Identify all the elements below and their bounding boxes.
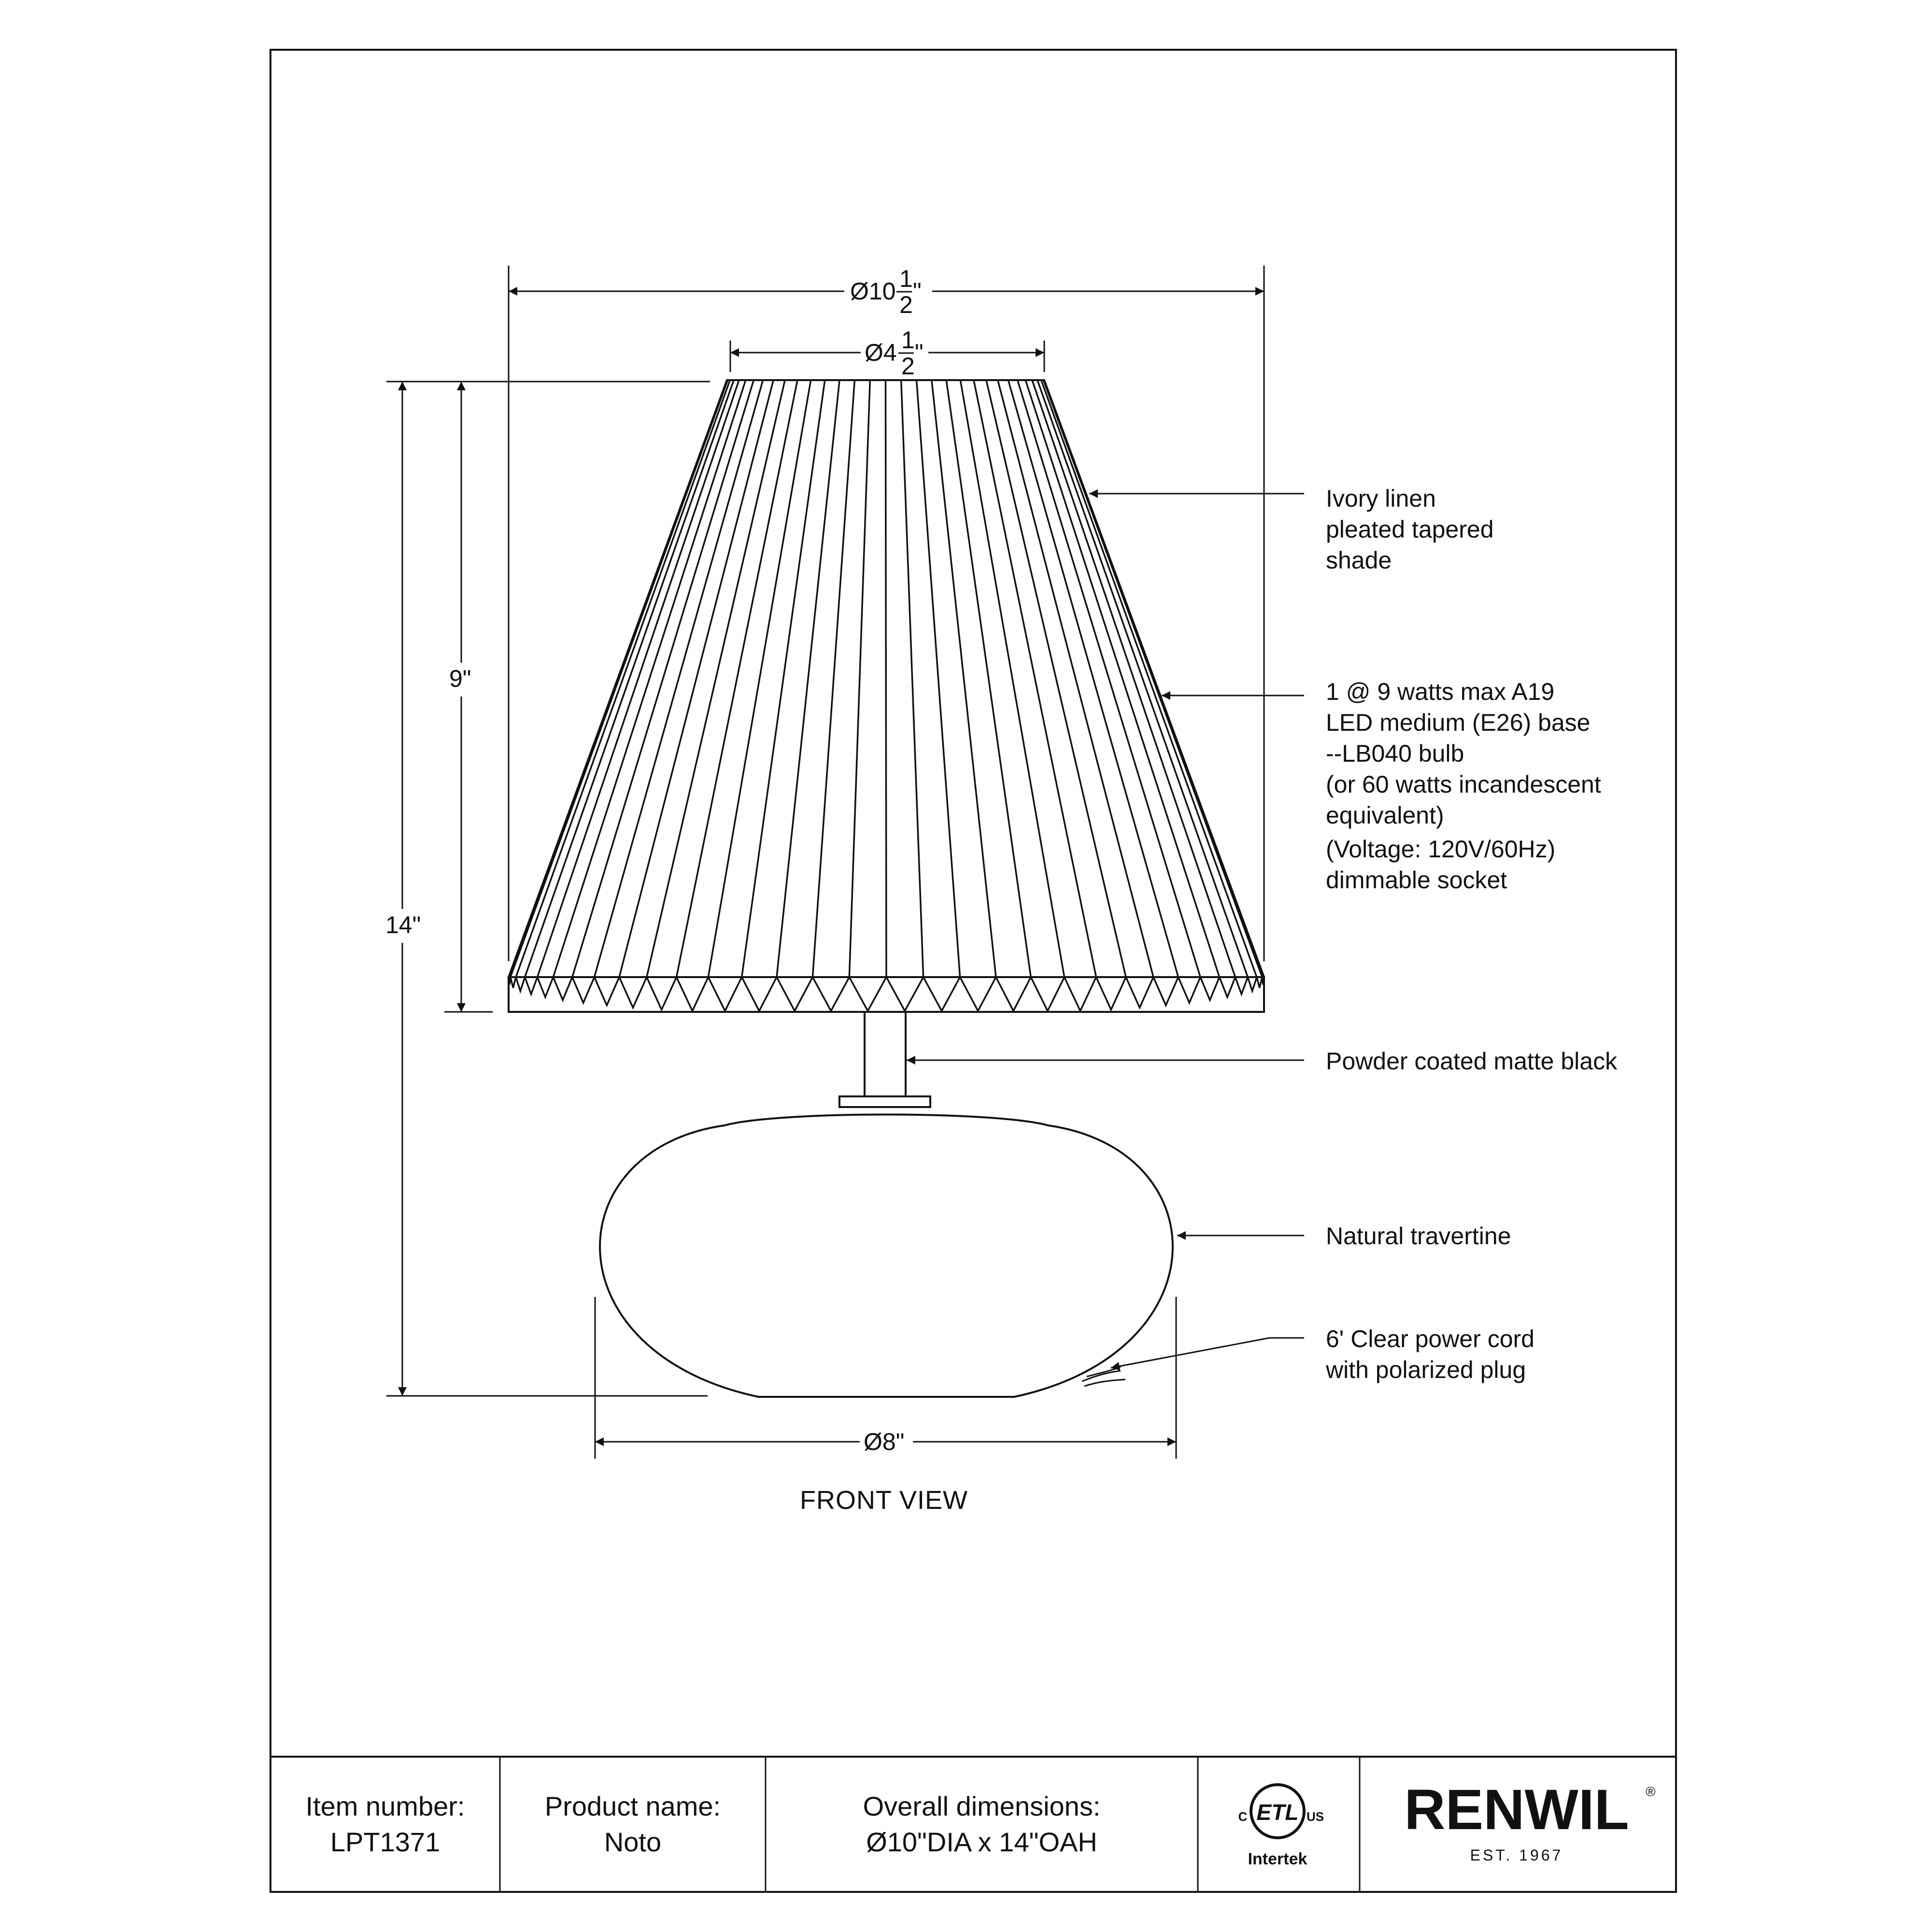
note-bulb-line: (Voltage: 120V/60Hz)	[1326, 836, 1556, 863]
brand-established: EST. 1967	[1470, 1847, 1563, 1864]
shade-pleat-line	[777, 380, 839, 977]
note-bulb-line: --LB040 bulb	[1326, 740, 1464, 767]
intertek-label: Intertek	[1248, 1850, 1307, 1868]
note-shade	[1326, 483, 1494, 576]
note-shade-line: Ivory linen	[1326, 485, 1436, 512]
etl-us-mark: US	[1306, 1809, 1324, 1824]
extension-lines	[386, 266, 1264, 1459]
brand-name: RENWIL	[1404, 1778, 1629, 1842]
note-shade-line: shade	[1326, 547, 1392, 574]
note-cord-line: with polarized plug	[1326, 1356, 1526, 1383]
view-label: FRONT VIEW	[799, 1486, 968, 1515]
note-cord-line: 6' Clear power cord	[1326, 1325, 1534, 1352]
renwil-logo	[1360, 1757, 1674, 1892]
shade-pleat-line	[619, 380, 773, 977]
dim-overall-height: 14"	[385, 911, 421, 938]
note-stem-line: Powder coated matte black	[1326, 1048, 1618, 1075]
overall-dimensions-cell	[766, 1757, 1198, 1892]
note-base-line: Natural travertine	[1326, 1222, 1511, 1250]
etl-mark: ETL	[1256, 1800, 1299, 1825]
shade-pleat-line	[516, 380, 730, 977]
shade-pleat-line	[946, 380, 1031, 977]
dim-shade-height: 9"	[449, 665, 471, 692]
lamp-base	[600, 1115, 1173, 1397]
dim-shade-bottom-num: 1	[899, 265, 913, 292]
dim-shade-top-prefix: Ø4	[865, 339, 897, 366]
shade-pleat-line	[708, 380, 810, 977]
item-number-cell	[270, 1757, 500, 1892]
dim-shade-top-den: 2	[901, 353, 915, 380]
lamp-shade	[509, 380, 1264, 1012]
note-bulb-line: (or 60 watts incandescent	[1326, 771, 1601, 798]
dim-shade-top-suffix: "	[915, 339, 923, 366]
shade-pleat-line	[1032, 380, 1235, 977]
product-name-cell	[500, 1757, 766, 1892]
note-bulb-line: equivalent)	[1326, 802, 1444, 829]
sheet-border	[270, 50, 1676, 1892]
note-shade-line: pleated tapered	[1326, 516, 1494, 543]
shade-pleat-line	[986, 380, 1126, 977]
shade-pleat-line	[1018, 380, 1201, 977]
product-name-value: Noto	[604, 1827, 662, 1857]
shade-pleat-line	[886, 380, 887, 977]
note-bulb-line: 1 @ 9 watts max A19	[1326, 678, 1555, 705]
dim-shade-bottom-den: 2	[899, 291, 913, 318]
note-bulb-line: LED medium (E26) base	[1326, 709, 1591, 736]
dim-shade-bottom-suffix: "	[913, 278, 922, 305]
shade-pleat-line	[1025, 380, 1219, 977]
dim-shade-bottom-prefix: Ø10	[850, 278, 896, 305]
note-stem	[1326, 1046, 1617, 1077]
brand-registered-mark: ®	[1646, 1784, 1656, 1799]
shade-pleat-line	[742, 380, 825, 977]
shade-pleat-line	[572, 380, 754, 977]
shade-pleat-line	[901, 380, 923, 977]
shade-pleat-line	[960, 380, 1064, 977]
item-number-value: LPT1371	[330, 1827, 440, 1857]
dim-base: Ø8"	[864, 1428, 905, 1455]
shade-pleat-line	[525, 380, 734, 977]
overall-dimensions-label: Overall dimensions:	[863, 1791, 1101, 1821]
leader-cord	[1111, 1338, 1304, 1368]
etl-c-mark: C	[1238, 1809, 1248, 1824]
shade-pleat-line	[553, 380, 745, 977]
product-name-label: Product name:	[544, 1791, 721, 1821]
shade-pleat-line	[932, 380, 996, 977]
overall-dimensions-value: Ø10"DIA x 14"OAH	[866, 1827, 1097, 1857]
note-base	[1326, 1221, 1511, 1251]
etl-listed-icon	[1200, 1768, 1360, 1879]
note-bulb-line: dimmable socket	[1326, 867, 1507, 894]
shade-pleat-line	[812, 380, 854, 977]
dim-shade-top-num: 1	[901, 327, 915, 354]
note-cord	[1326, 1323, 1534, 1385]
shade-pleat-line	[538, 380, 739, 977]
shade-pleat-folds	[509, 977, 1264, 1011]
shade-pleat-line	[1041, 380, 1257, 977]
shade-pleat-line	[647, 380, 785, 977]
note-bulb	[1326, 676, 1601, 895]
shade-pleat-line	[1037, 380, 1248, 977]
item-number-label: Item number:	[305, 1791, 465, 1821]
shade-pleat-line	[849, 380, 870, 977]
shade-pleat-line	[917, 380, 960, 977]
